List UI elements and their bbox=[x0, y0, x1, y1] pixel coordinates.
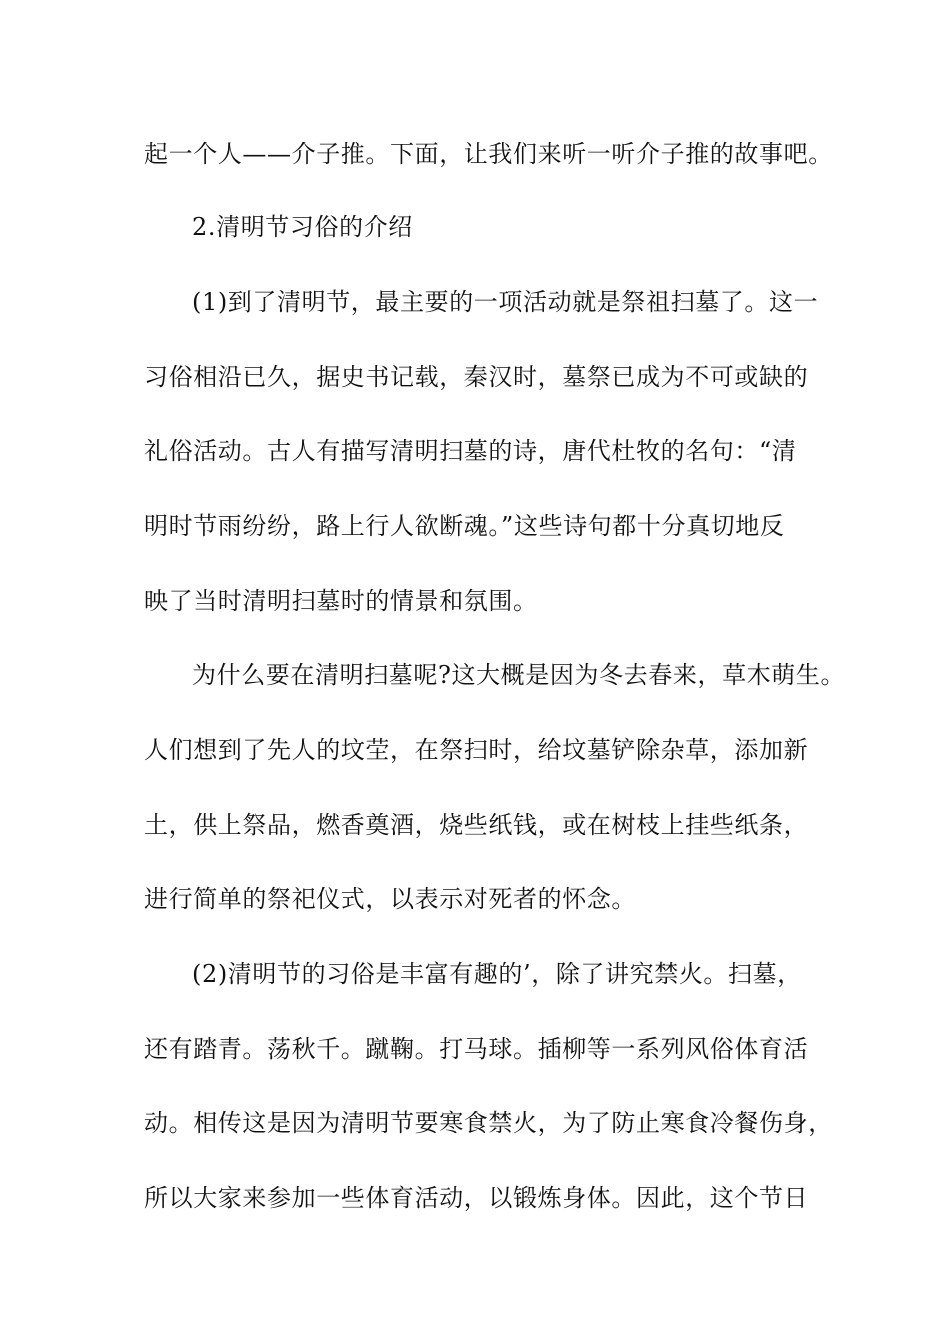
text-line: 所以大家来参加一些体育活动，以锻炼身体。因此，这个节日 bbox=[144, 1184, 809, 1212]
text-line: (1)到了清明节，最主要的一项活动就是祭祖扫墓了。这一 bbox=[192, 288, 819, 316]
text-line: (2)清明节的习俗是丰富有趣的’，除了讲究禁火。扫墓， bbox=[192, 960, 802, 988]
text-line: 礼俗活动。古人有描写清明扫墓的诗，唐代杜牧的名句：“清 bbox=[144, 437, 797, 465]
text-line: 人们想到了先人的坟茔，在祭扫时，给坟墓铲除杂草，添加新 bbox=[144, 736, 809, 764]
section-heading: 2.清明节习俗的介绍 bbox=[192, 213, 413, 241]
text-line: 动。相传这是因为清明节要寒食禁火，为了防止寒食冷餐伤身， bbox=[144, 1109, 833, 1137]
text-line: 进行简单的祭祀仪式，以表示对死者的怀念。 bbox=[144, 885, 636, 913]
text-line: 明时节雨纷纷，路上行人欲断魂。”这些诗句都十分真切地反 bbox=[144, 512, 785, 540]
text-line: 土，供上祭品，燃香奠酒，烧些纸钱，或在树枝上挂些纸条， bbox=[144, 811, 809, 839]
text-line: 映了当时清明扫墓时的情景和氛围。 bbox=[144, 587, 538, 615]
text-line: 习俗相沿已久，据史书记载，秦汉时，墓祭已成为不可或缺的 bbox=[144, 363, 809, 391]
text-line: 为什么要在清明扫墓呢?这大概是因为冬去春来，草木萌生。 bbox=[192, 661, 846, 689]
text-line: 还有踏青。荡秋千。蹴鞠。打马球。插柳等一系列风俗体育活 bbox=[144, 1035, 809, 1063]
text-line: 起一个人——介子推。下面，让我们来听一听介子推的故事吧。 bbox=[144, 140, 833, 168]
